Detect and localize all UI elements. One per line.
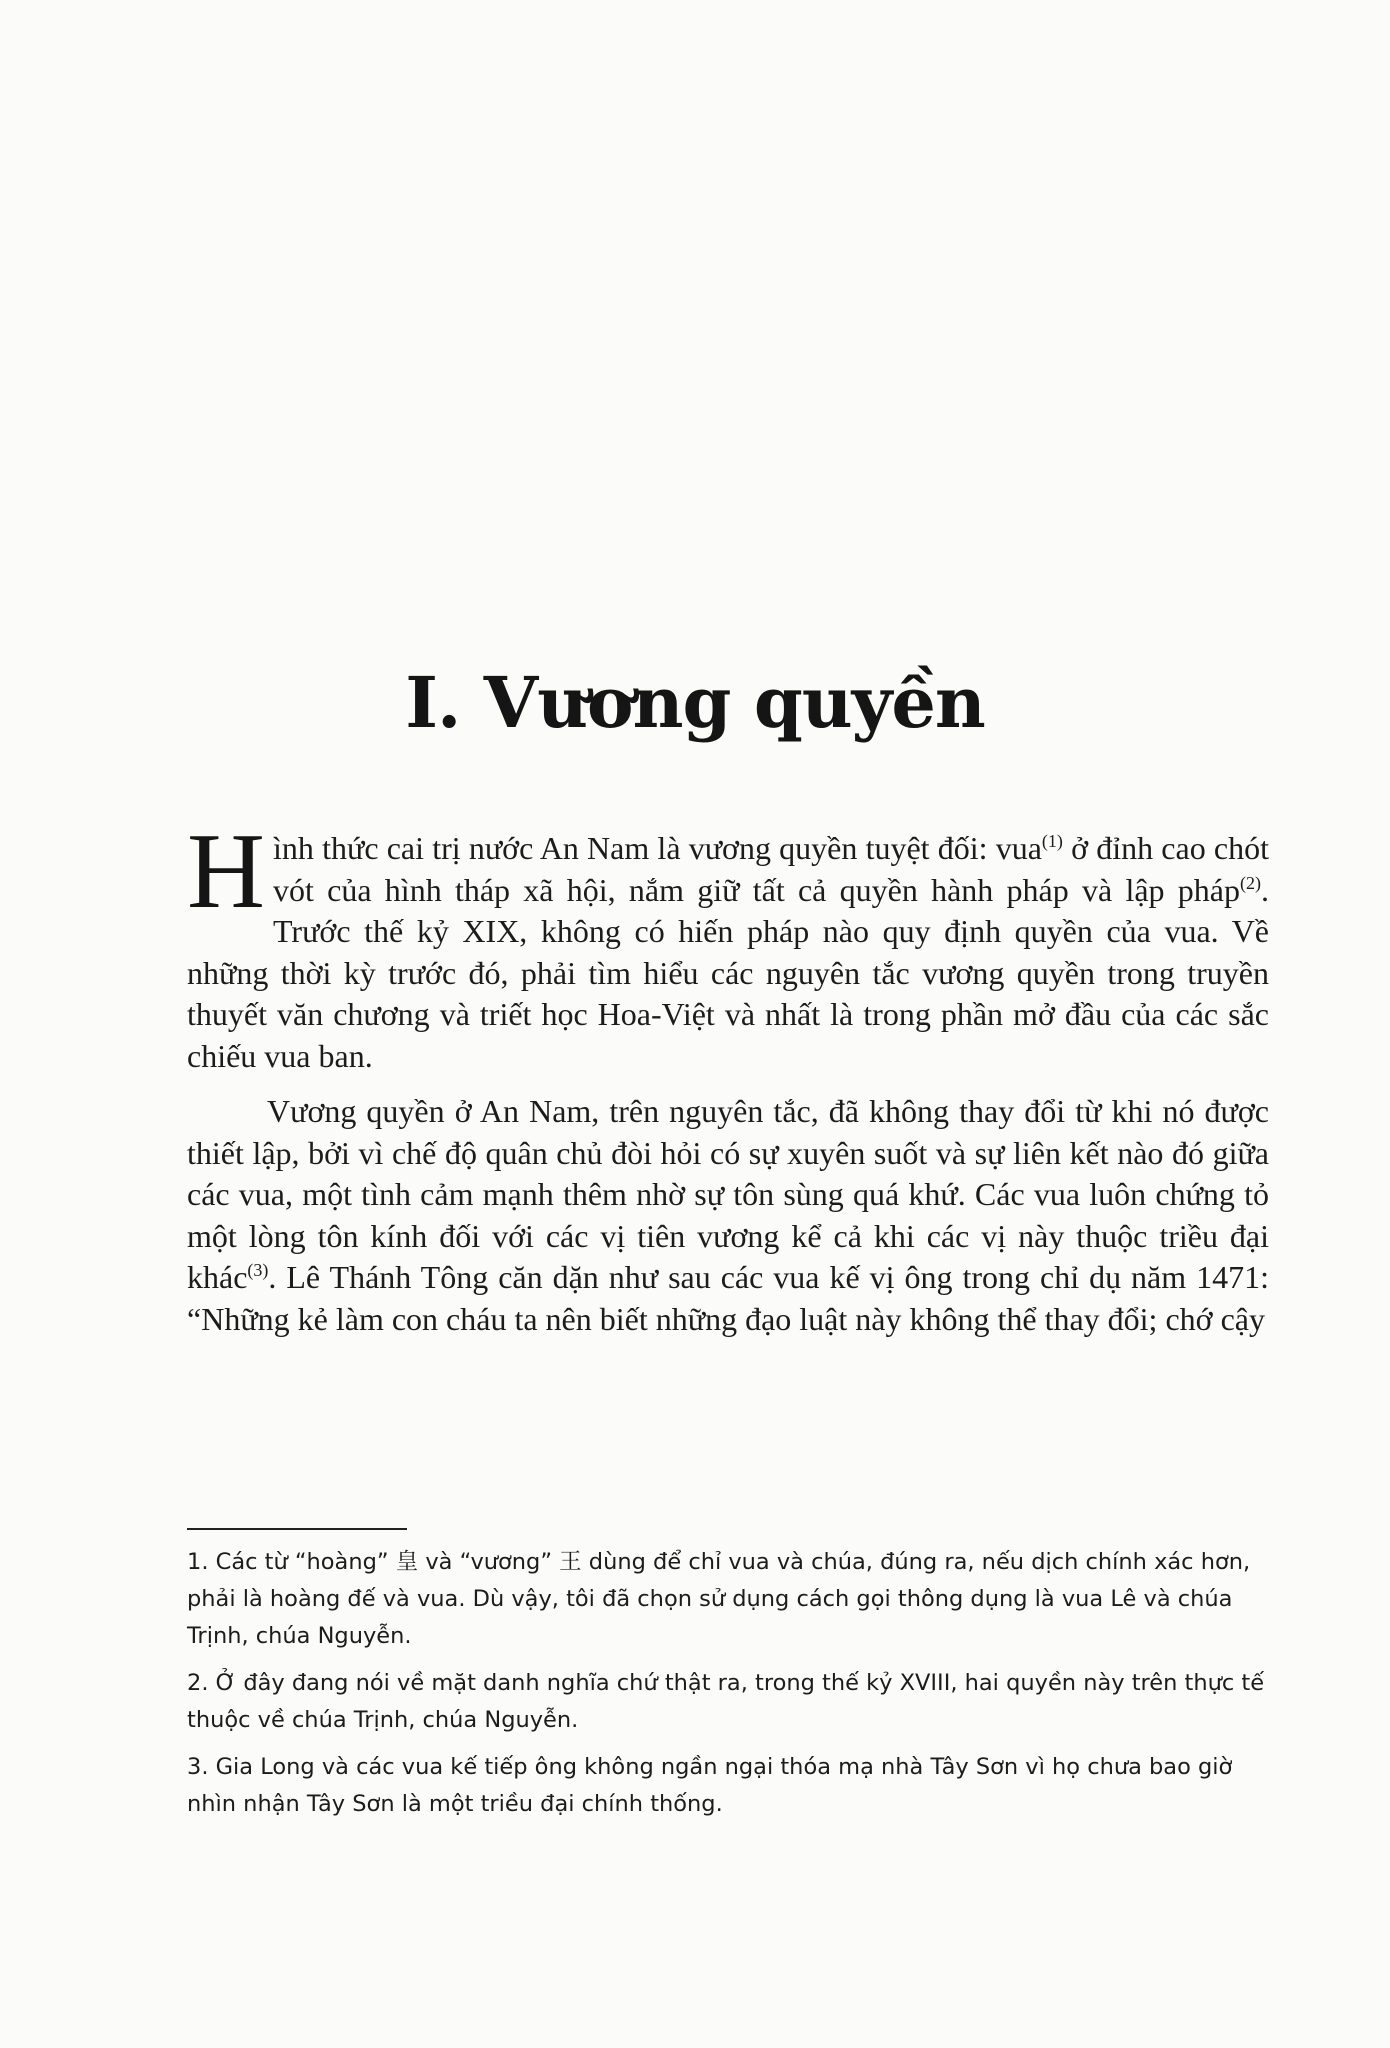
text-run: . Lê Thánh Tông căn dặn như sau các vua kế vị ông trong chỉ dụ năm 1471: “Những kẻ làm con cháu ta nên biết những đạo luật này không thể thay đổi; chớ cậy — [187, 1259, 1269, 1337]
chapter-title: I. Vương quyền — [405, 661, 985, 744]
paragraph-2 — [187, 1091, 1269, 1340]
text-run: . Trước thế kỷ XIX, không có hiến pháp nào quy định quyền của vua. Về những thời kỳ trước đó, phải tìm hiểu các nguyên tắc vương quyền trong truyền thuyết văn chương và triết học Hoa-Việt và nhất là trong phần mở đầu của các sắc chiếu vua ban. — [187, 871, 1269, 1074]
paragraph-1 — [187, 812, 1270, 1077]
footnote-ref-1[interactable]: (1) — [1041, 831, 1063, 851]
footnote-3: 3. Gia Long và các vua kế tiếp ông không ngần ngại thóa mạ nhà Tây Sơn vì họ chưa bao giờ nhìn nhận Tây Sơn là một triều đại chính thống. — [187, 1754, 1233, 1817]
drop-cap: H — [187, 812, 265, 931]
text-run: ở đỉnh cao chót vót của hình tháp xã hội, nắm giữ tất cả quyền hành pháp và lập pháp — [273, 830, 1270, 908]
body-text — [187, 812, 1270, 1340]
text-run: ình thức cai trị nước An Nam là vương quyền tuyệt đối: vua — [273, 830, 1042, 866]
footnote-ref-3[interactable]: (3) — [247, 1260, 269, 1280]
footnote-1: 1. Các từ “hoàng” 皇 và “vương” 王 dùng để chỉ vua và chúa, đúng ra, nếu dịch chính xác hơn, phải là hoàng đế và vua. Dù vậy, tôi đã chọn sử dụng cách gọi thông dụng là vua Lê và chúa Trịnh, chúa Nguyễn. — [187, 1549, 1251, 1649]
footnote-2: 2. Ở đây đang nói về mặt danh nghĩa chứ thật ra, trong thế kỷ XVIII, hai quyền này trên thực tế thuộc về chúa Trịnh, chúa Nguyễn. — [187, 1670, 1265, 1733]
footnote-ref-2[interactable]: (2) — [1240, 872, 1261, 893]
text-run: Vương quyền ở An Nam, trên nguyên tắc, đã không thay đổi từ khi nó được thiết lập, bởi vì chế độ quân chủ đòi hỏi có sự xuyên suốt và sự liên kết nào đó giữa các vua, một tình cảm mạnh thêm nhờ sự tôn sùng quá khứ. Các vua luôn chứng tỏ một lòng tôn kính đối với các vị tiên vương kể cả khi các vị này thuộc triều đại khác — [187, 1093, 1269, 1295]
footnote-divider — [187, 1528, 407, 1530]
footnotes — [187, 1544, 1269, 1823]
